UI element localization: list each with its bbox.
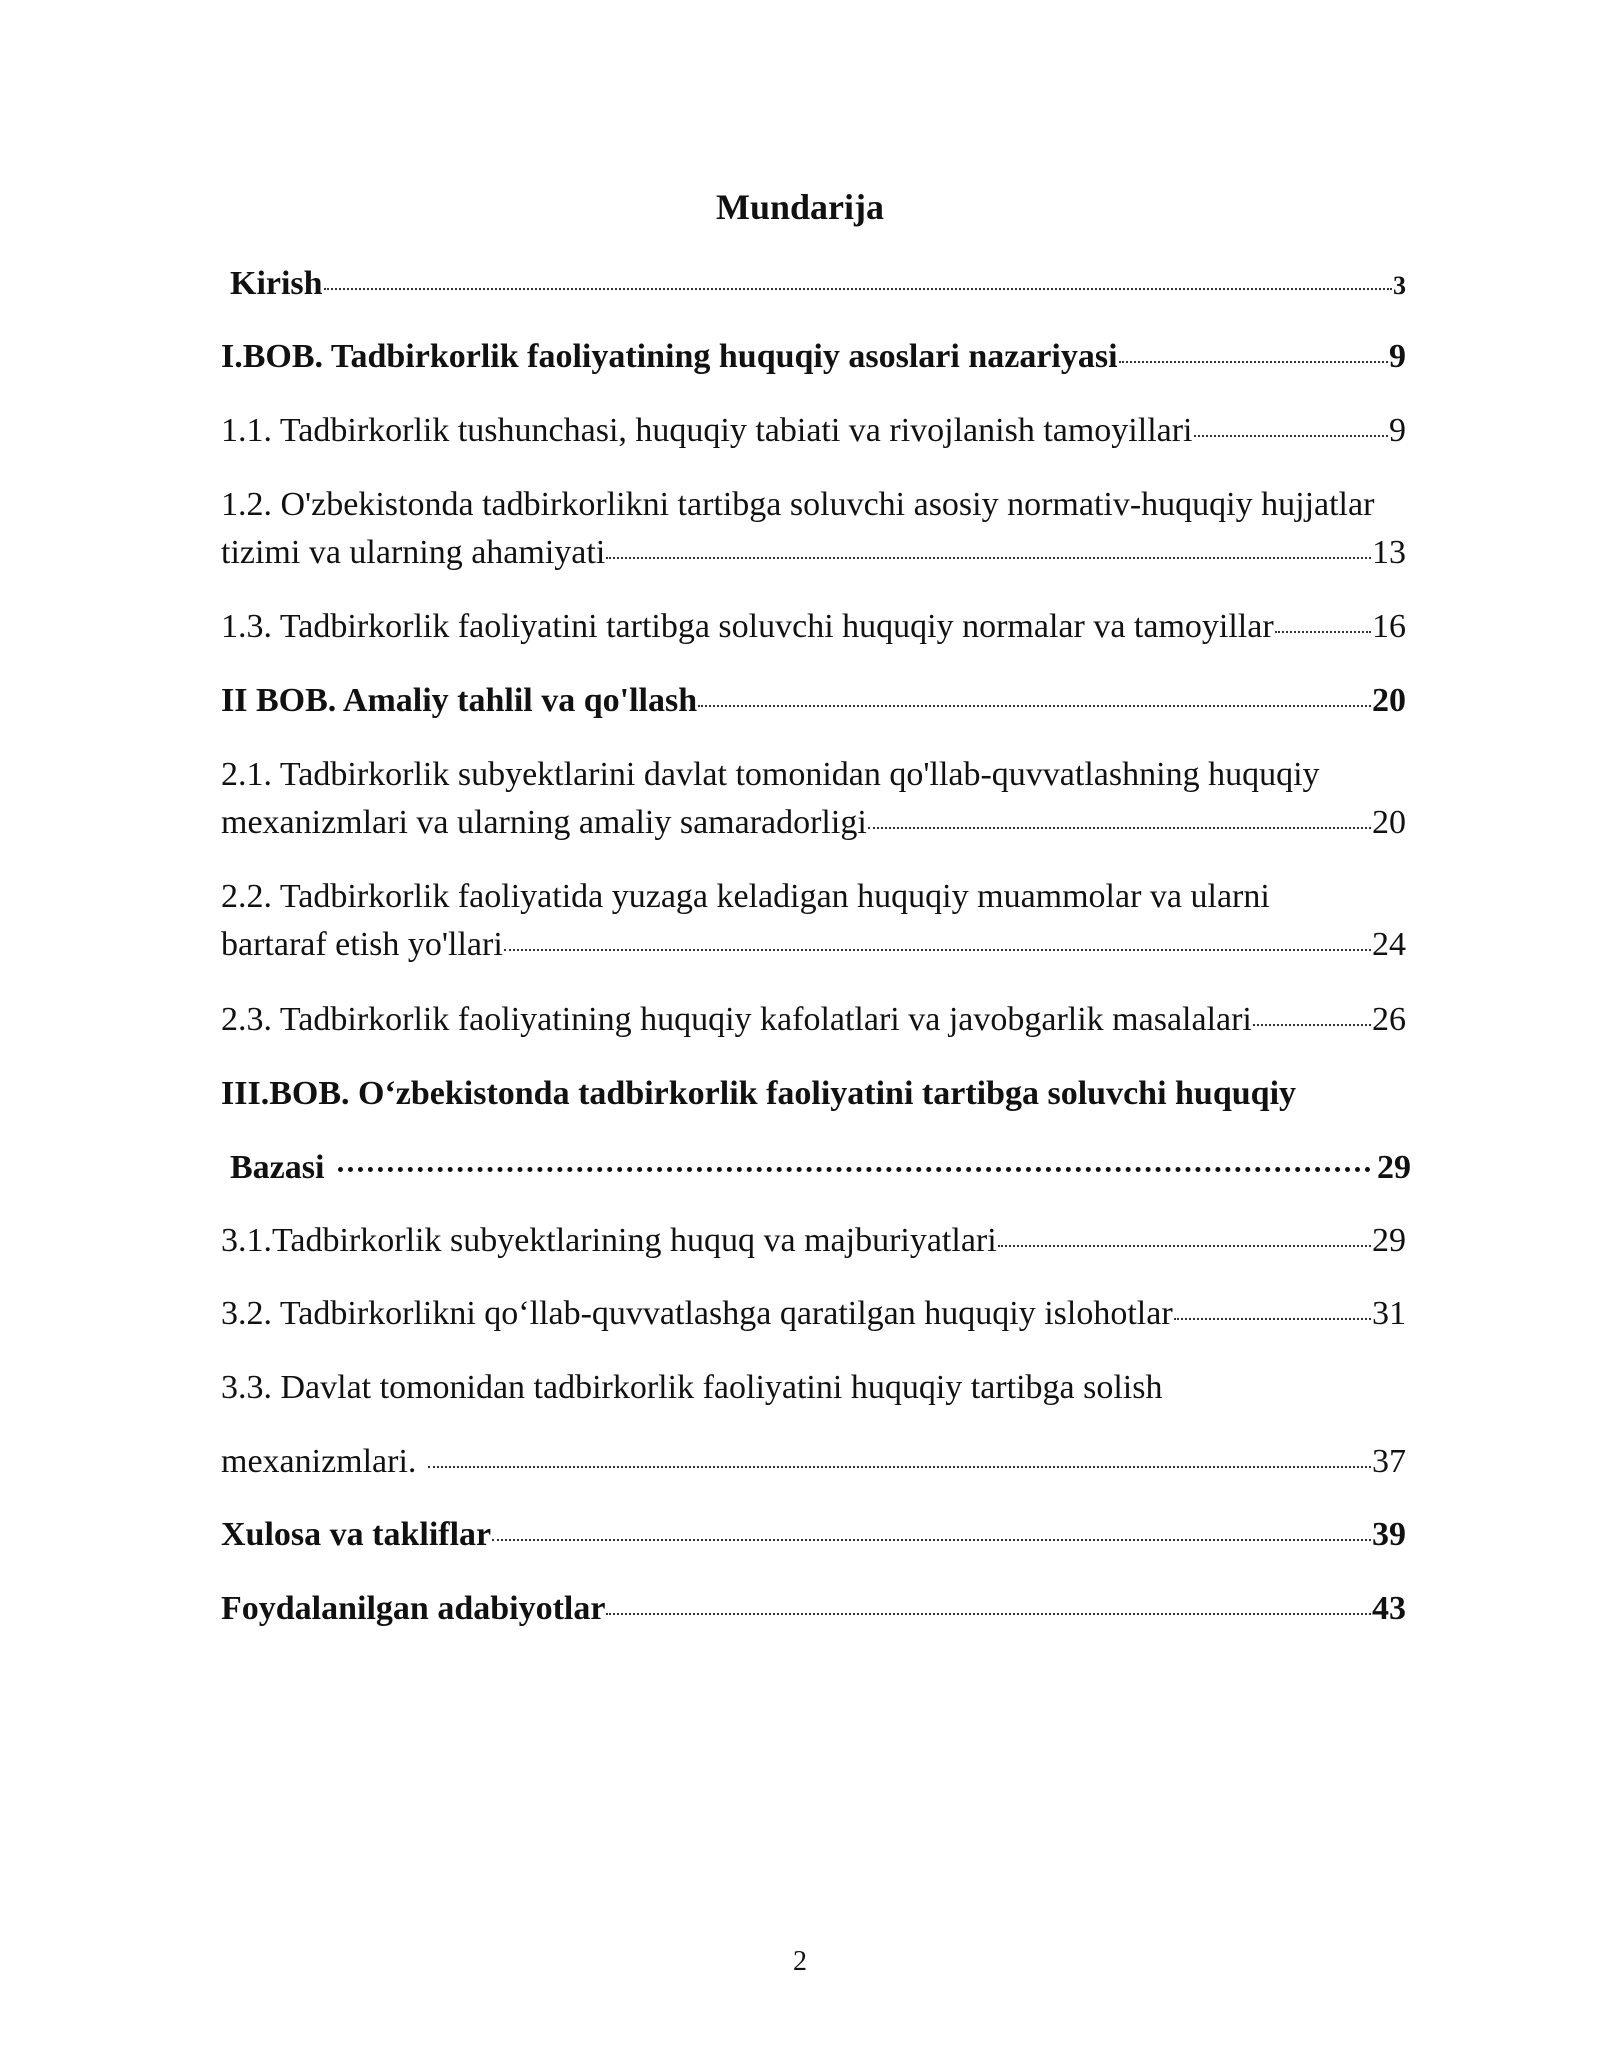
toc-entry-label: I.BOB. Tadbirkorlik faoliyatining huquqiy asoslari nazariyasi: [221, 338, 1118, 375]
toc-entry-label-line-1: 2.1. Tadbirkorlik subyektlarini davlat tomonidan qo'llab-quvvatlashning huquqiy: [221, 756, 1320, 793]
toc-entry-label: Kirish: [230, 265, 323, 302]
toc-entry-label-line-1: 1.2. O'zbekistonda tadbirkorlikni tartibga soluvchi asosiy normativ-huquqiy hujjatlar: [221, 486, 1375, 523]
toc-entry-page: 9: [1389, 338, 1406, 375]
dot-leader: [492, 1539, 1371, 1541]
toc-title: Mundarija: [715, 187, 884, 227]
toc-entry-page: 29: [1372, 1222, 1406, 1259]
toc-entry-label-line-1: III.BOB. O‘zbekistonda tadbirkorlik faoliyatini tartibga soluvchi huquqiy: [221, 1075, 1297, 1112]
dot-leader: [868, 827, 1371, 829]
toc-entry-label-line-2: mexanizmlari va ularning amaliy samaradorligi: [221, 804, 867, 841]
toc-entry-section-1-3[interactable]: [221, 603, 1406, 651]
dot-leader: [698, 705, 1371, 707]
toc-entry-page: 20: [1372, 682, 1406, 719]
dot-leader: [606, 1613, 1371, 1615]
toc-entry-page: 26: [1372, 1001, 1406, 1038]
dot-leader: [998, 1245, 1371, 1247]
toc-entry-label-line-2: tizimi va ularning ahamiyati: [221, 534, 606, 571]
toc-entry-section-1-2[interactable]: [221, 481, 1406, 577]
toc-entry-section-2-3[interactable]: [221, 996, 1406, 1044]
toc-entry-page: 13: [1372, 534, 1406, 571]
toc-entry-conclusion[interactable]: [221, 1511, 1406, 1559]
toc-entry-chapter-1[interactable]: [221, 333, 1406, 381]
toc-entry-label: Foydalanilgan adabiyotlar: [221, 1590, 606, 1627]
toc-entry-label-line-2: Bazasi: [230, 1149, 325, 1186]
toc-entry-page: 9: [1389, 412, 1406, 449]
dot-leader: [338, 1167, 1371, 1172]
toc-entry-label: 3.1.Tadbirkorlik subyektlarining huquq va majburiyatlari: [221, 1222, 997, 1259]
dot-leader: [504, 949, 1371, 951]
dot-leader: [1253, 1024, 1371, 1026]
toc-entry-label: 1.1. Tadbirkorlik tushunchasi, huquqiy tabiati va rivojlanish tamoyillari: [221, 412, 1193, 449]
toc-entry-page: 31: [1372, 1295, 1406, 1332]
toc-entry-introduction[interactable]: [230, 260, 1406, 310]
dot-leader: [1119, 361, 1388, 363]
toc-entry-page: 29: [1377, 1149, 1411, 1186]
toc-entry-section-3-1[interactable]: [221, 1217, 1406, 1265]
dot-leader: [428, 1466, 1371, 1468]
dot-leader: [1174, 1318, 1371, 1320]
toc-entry-chapter-2[interactable]: [221, 677, 1406, 725]
dot-leader: [324, 288, 1392, 290]
toc-entry-chapter-3[interactable]: [221, 1070, 1411, 1192]
toc-entry-page: 43: [1372, 1590, 1406, 1627]
toc-entry-label: 2.3. Tadbirkorlik faoliyatining huquqiy kafolatlari va javobgarlik masalalari: [221, 1001, 1252, 1038]
toc-entry-page: 39: [1372, 1516, 1406, 1553]
dot-leader: [1194, 435, 1388, 437]
toc-entry-page: 20: [1372, 804, 1406, 841]
toc-entry-section-3-2[interactable]: [221, 1290, 1406, 1338]
toc-entry-section-2-1[interactable]: [221, 751, 1406, 847]
toc-entry-label-line-2: mexanizmlari.: [221, 1443, 417, 1480]
page-number: 2: [793, 1946, 807, 1977]
toc-entry-label-line-1: 3.3. Davlat tomonidan tadbirkorlik faoliyatini huquqiy tartibga solish: [221, 1369, 1163, 1406]
toc-entry-label: 3.2. Tadbirkorlikni qo‘llab-quvvatlashga qaratilgan huquqiy islohotlar: [221, 1295, 1173, 1332]
dot-leader: [1275, 631, 1371, 633]
toc-entry-page: 37: [1372, 1443, 1406, 1480]
toc-entry-label-line-1: 2.2. Tadbirkorlik faoliyatida yuzaga keladigan huquqiy muammolar va ularni: [221, 878, 1270, 915]
toc-entry-page: 24: [1372, 926, 1406, 963]
toc-entry-page: 3: [1393, 271, 1406, 300]
toc-entry-page: 16: [1372, 608, 1406, 645]
toc-entry-section-1-1[interactable]: [221, 407, 1406, 455]
dot-leader: [606, 557, 1371, 559]
toc-entry-label: Xulosa va takliflar: [221, 1516, 492, 1553]
toc-entry-label-line-2: bartaraf etish yo'llari: [221, 926, 503, 963]
toc-entry-label: 1.3. Tadbirkorlik faoliyatini tartibga soluvchi huquqiy normalar va tamoyillar: [221, 608, 1274, 645]
toc-entry-section-2-2[interactable]: [221, 873, 1406, 969]
toc-entry-label: II BOB. Amaliy tahlil va qo'llash: [221, 682, 698, 719]
toc-entry-section-3-3[interactable]: [221, 1364, 1406, 1486]
toc-entry-bibliography[interactable]: [221, 1585, 1406, 1633]
